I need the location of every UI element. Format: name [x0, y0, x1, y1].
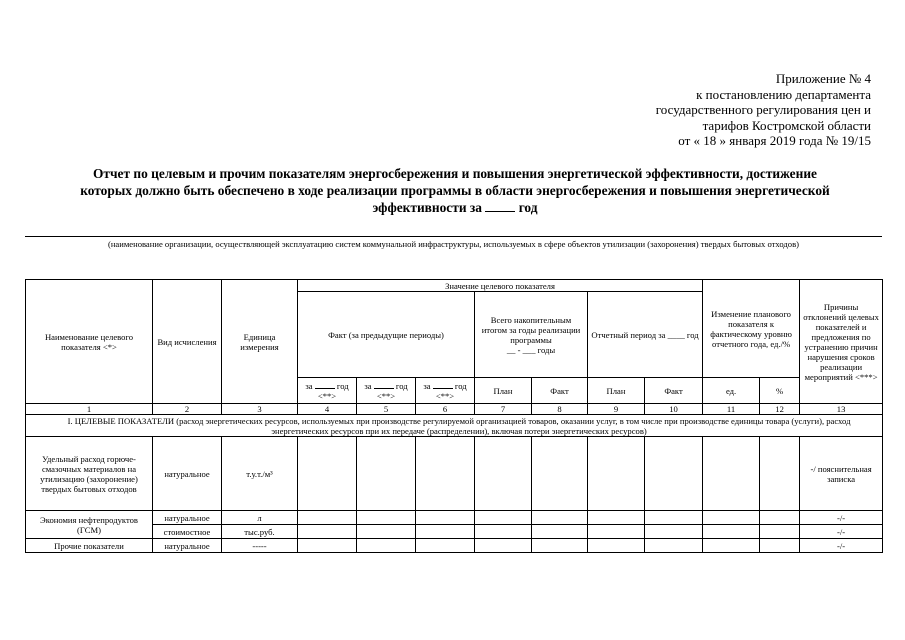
header-fact: Факт	[532, 378, 588, 404]
header-reasons: Причины отклонений целевых показателей и предложения по устранению причин нарушения сроков реализации мероприятий <***>	[800, 280, 883, 404]
row-calc-type: стоимостное	[153, 525, 222, 539]
section-title: I. ЦЕЛЕВЫЕ ПОКАЗАТЕЛИ (расход энергетических ресурсов, используемых при производстве регулируемой организацией товаров, оказании услуг, в том числе при производстве единицы товара (услуги), расход энергетических ресурсов при их передаче (распределении), включая потери энергетических ресурсов)	[26, 415, 883, 437]
empty-cell	[703, 437, 760, 511]
row-calc-type: натуральное	[153, 437, 222, 511]
column-number: 5	[357, 404, 416, 415]
column-number: 13	[800, 404, 883, 415]
empty-cell	[760, 511, 800, 525]
column-number: 11	[703, 404, 760, 415]
empty-cell	[357, 539, 416, 553]
empty-cell	[475, 525, 532, 539]
header-report-period: Отчетный период за ____ год	[588, 292, 703, 378]
empty-cell	[703, 511, 760, 525]
empty-cell	[703, 525, 760, 539]
header-cumulative: Всего накопительным итогом за годы реализации программы __ - ___ годы	[475, 292, 588, 378]
row-unit: -----	[222, 539, 298, 553]
empty-cell	[298, 437, 357, 511]
empty-cell	[760, 539, 800, 553]
column-number: 4	[298, 404, 357, 415]
empty-cell	[588, 437, 645, 511]
empty-cell	[475, 437, 532, 511]
report-table	[25, 279, 883, 553]
report-title	[30, 165, 880, 216]
empty-cell	[416, 539, 475, 553]
empty-cell	[532, 525, 588, 539]
empty-cell	[760, 525, 800, 539]
appendix-line: государственного регулирования цен и	[655, 102, 871, 117]
row-reason: -/-	[800, 511, 883, 525]
empty-cell	[703, 539, 760, 553]
header-target-value: Значение целевого показателя	[298, 280, 703, 292]
empty-cell	[298, 511, 357, 525]
organization-name-line	[25, 236, 882, 237]
empty-cell	[645, 539, 703, 553]
header-fact-previous: Факт (за предыдущие периоды)	[298, 292, 475, 378]
row-unit: л	[222, 511, 298, 525]
empty-cell	[645, 437, 703, 511]
empty-cell	[357, 511, 416, 525]
empty-cell	[588, 511, 645, 525]
column-number: 1	[26, 404, 153, 415]
title-line: эффективности за год	[372, 200, 538, 215]
empty-cell	[532, 437, 588, 511]
header-calc-type: Вид исчисления	[153, 280, 222, 404]
column-number: 8	[532, 404, 588, 415]
appendix-line: к постановлению департамента	[696, 86, 871, 102]
row-indicator-name: Экономия нефтепродуктов (ГСМ)	[26, 511, 153, 539]
row-reason: -/-	[800, 539, 883, 553]
column-number: 6	[416, 404, 475, 415]
empty-cell	[416, 511, 475, 525]
title-line: которых должно быть обеспечено в ходе реализации программы в области энергосбережения и повышения энергетической	[80, 183, 830, 198]
row-indicator-name: Прочие показатели	[26, 539, 153, 553]
column-number: 7	[475, 404, 532, 415]
header-year-cell: за год <**>	[298, 378, 357, 404]
empty-cell	[532, 539, 588, 553]
column-number: 2	[153, 404, 222, 415]
header-year-cell: за год <**>	[357, 378, 416, 404]
row-unit: т.у.т./м³	[222, 437, 298, 511]
column-number: 12	[760, 404, 800, 415]
empty-cell	[588, 525, 645, 539]
header-unit: Единица измерения	[222, 280, 298, 404]
header-indicator-name: Наименование целевого показателя <*>	[26, 280, 153, 404]
header-unit-short: ед.	[703, 378, 760, 404]
appendix-line: Приложение № 4	[775, 71, 871, 86]
empty-cell	[475, 511, 532, 525]
header-plan: План	[588, 378, 645, 404]
empty-cell	[298, 539, 357, 553]
row-reason: -/ пояснительная записка	[800, 437, 883, 511]
header-percent: %	[760, 378, 800, 404]
empty-cell	[588, 539, 645, 553]
appendix-line: тарифов Костромской области	[702, 117, 871, 133]
empty-cell	[645, 525, 703, 539]
empty-cell	[416, 525, 475, 539]
row-reason: -/-	[800, 525, 883, 539]
organization-caption: (наименование организации, осуществляющей эксплуатацию систем коммунальной инфраструктуры, используемых в сфере объектов утилизации (захоронения) твердых бытовых отходов)	[107, 239, 800, 249]
header-change: Изменение планового показателя к фактическому уровню отчетного года, ед./%	[703, 280, 800, 378]
column-number: 9	[588, 404, 645, 415]
title-line: Отчет по целевым и прочим показателям энергосбережения и повышения энергетической эффективности, достижение	[93, 166, 817, 181]
empty-cell	[357, 437, 416, 511]
row-calc-type: натуральное	[153, 511, 222, 525]
row-calc-type: натуральное	[153, 539, 222, 553]
empty-cell	[532, 511, 588, 525]
empty-cell	[416, 437, 475, 511]
header-year-cell: за год <**>	[416, 378, 475, 404]
empty-cell	[298, 525, 357, 539]
empty-cell	[475, 539, 532, 553]
empty-cell	[645, 511, 703, 525]
header-fact: Факт	[645, 378, 703, 404]
column-number: 3	[222, 404, 298, 415]
column-number: 10	[645, 404, 703, 415]
row-indicator-name: Удельный расход горюче-смазочных материалов на утилизацию (захоронение) твердых бытовых отходов	[26, 437, 153, 511]
empty-cell	[357, 525, 416, 539]
row-unit: тыс.руб.	[222, 525, 298, 539]
header-plan: План	[475, 378, 532, 404]
appendix-block	[551, 71, 871, 149]
empty-cell	[760, 437, 800, 511]
appendix-line: от « 18 » января 2019 года № 19/15	[678, 133, 871, 148]
year-blank	[485, 211, 515, 212]
